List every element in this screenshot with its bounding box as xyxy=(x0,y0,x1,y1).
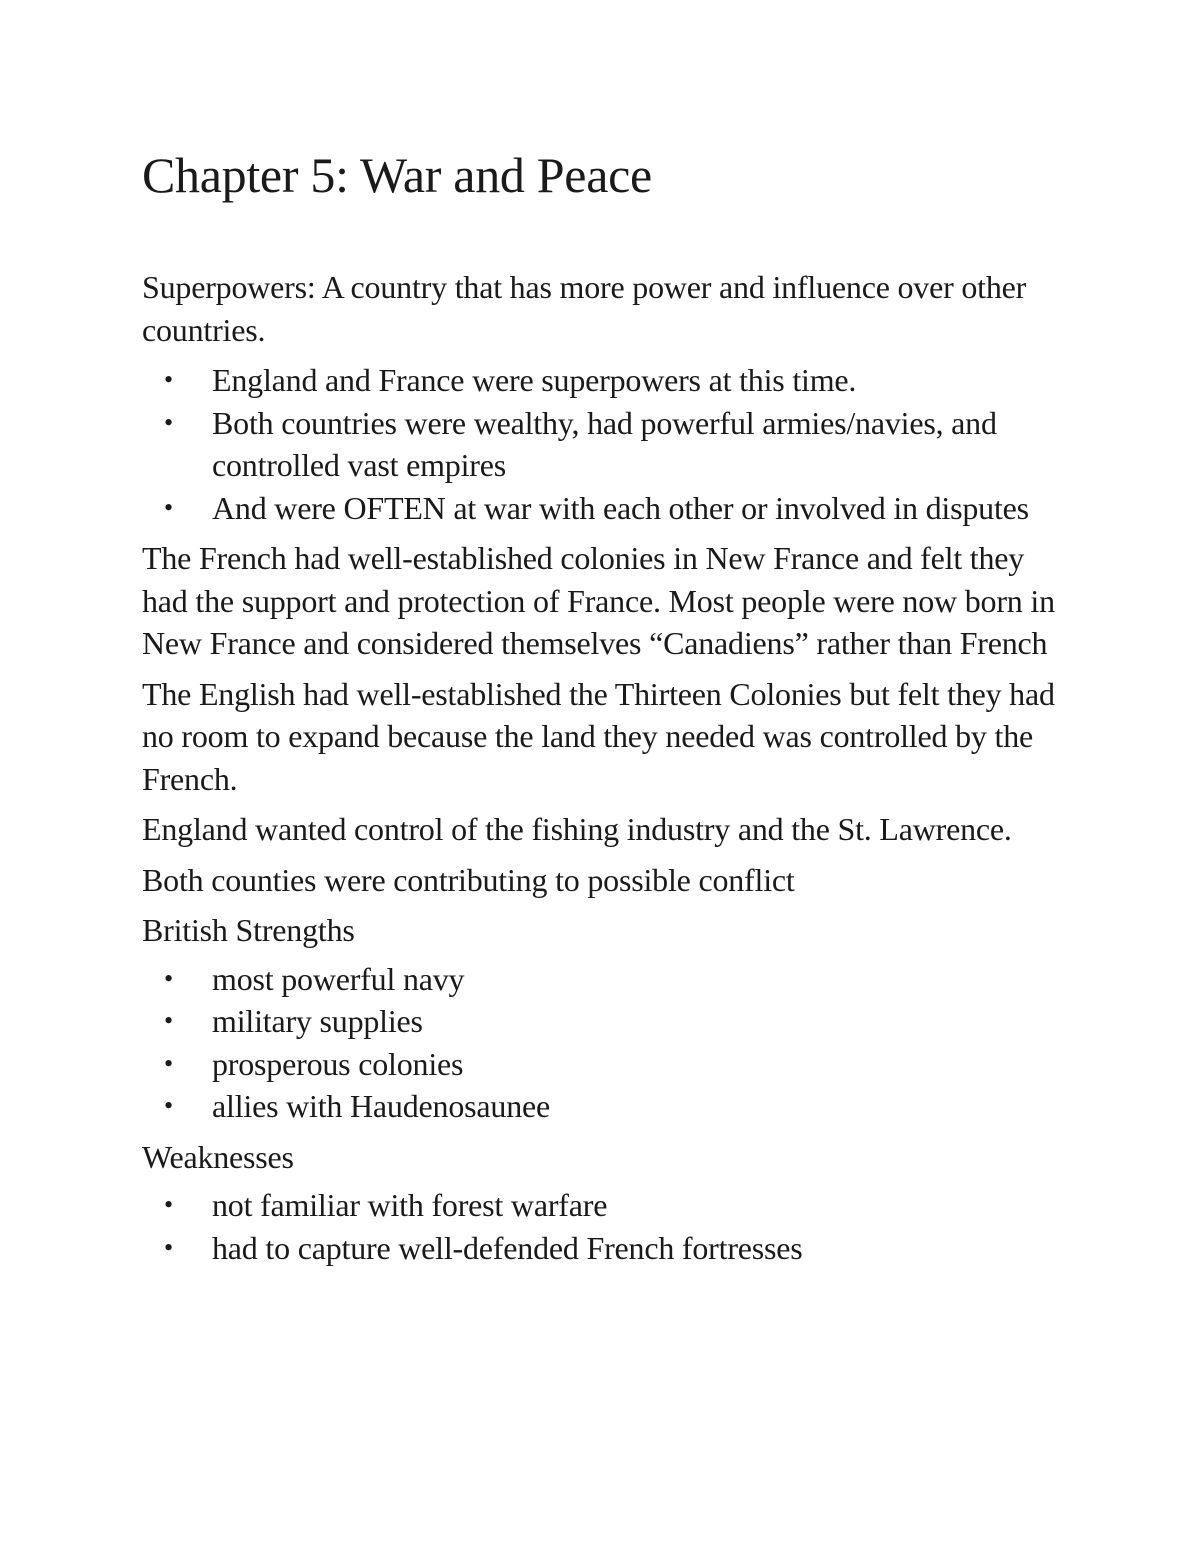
bullet-icon: • xyxy=(164,407,173,437)
list-item-text: Both countries were wealthy, had powerful armies/navies, and controlled vast empires xyxy=(212,404,997,483)
list-item xyxy=(142,1184,1062,1227)
list-item xyxy=(142,359,1062,402)
intro-bullet-list xyxy=(142,359,1062,529)
weaknesses-list xyxy=(142,1184,1062,1269)
english-colonies-paragraph: The English had well-established the Thirteen Colonies but felt they had no room to expand because the land they needed was controlled by the French. xyxy=(142,675,1055,797)
bullet-icon: • xyxy=(164,492,173,522)
list-item xyxy=(142,1085,1062,1128)
bullet-icon: • xyxy=(164,365,173,394)
list-item-text: military supplies xyxy=(212,1003,423,1039)
strengths-heading: British Strengths xyxy=(142,912,355,948)
bullet-icon: • xyxy=(164,1048,173,1078)
conflict-paragraph: Both counties were contributing to possible conflict xyxy=(142,861,795,898)
bullet-icon: • xyxy=(164,1006,173,1035)
list-item xyxy=(142,1000,1062,1043)
bullet-icon: • xyxy=(164,1232,173,1262)
bullet-icon: • xyxy=(164,1091,173,1120)
french-colonies-paragraph: The French had well-established colonies in New France and felt they had the support and protection of France. Most people were now born in New France and considered themselves “Canadiens” rather than French xyxy=(142,540,1055,661)
bullet-icon: • xyxy=(164,963,173,993)
weaknesses-heading: Weaknesses xyxy=(142,1138,294,1175)
list-item xyxy=(142,958,1062,1001)
list-item-text: most powerful navy xyxy=(212,960,465,997)
list-item xyxy=(142,402,1062,487)
list-item-text: And were OFTEN at war with each other or involved in disputes xyxy=(212,489,1029,526)
list-item-text: had to capture well-defended French fortresses xyxy=(212,1229,803,1266)
list-item-text: England and France were superpowers at this time. xyxy=(212,362,857,398)
list-item-text: not familiar with forest warfare xyxy=(212,1187,608,1223)
england-goals-paragraph: England wanted control of the fishing industry and the St. Lawrence. xyxy=(142,811,1012,847)
list-item xyxy=(142,487,1062,530)
list-item xyxy=(142,1043,1062,1086)
list-item xyxy=(142,1227,1062,1270)
list-item-text: prosperous colonies xyxy=(212,1045,464,1082)
document-page xyxy=(142,140,1062,1277)
list-item-text: allies with Haudenosaunee xyxy=(212,1088,551,1124)
strengths-list xyxy=(142,958,1062,1128)
bullet-icon: • xyxy=(164,1190,173,1219)
intro-paragraph: Superpowers: A country that has more power and influence over other countries. xyxy=(142,269,1027,348)
page-title: Chapter 5: War and Peace xyxy=(142,147,652,203)
